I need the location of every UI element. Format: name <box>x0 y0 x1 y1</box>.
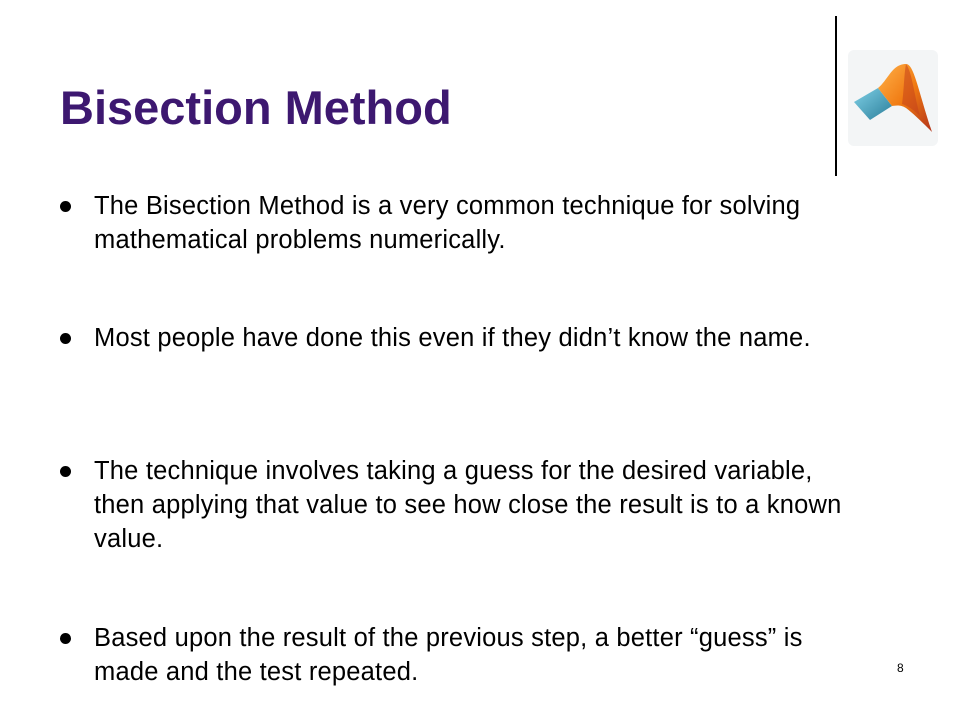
bullet-icon <box>60 201 71 212</box>
page-number: 8 <box>897 661 904 675</box>
bullet-text: Based upon the result of the previous step, a better “guess” is made and the test repeated. <box>94 624 803 686</box>
bullet-icon <box>60 466 71 477</box>
bullet-icon <box>60 333 71 344</box>
bullet-text: Most people have done this even if they didn’t know the name. <box>94 324 811 352</box>
slide-title: Bisection Method <box>60 81 452 134</box>
bullet-text: The technique involves taking a guess for the desired variable, then applying that value to see how close the result is to a known value. <box>94 457 842 553</box>
bullet-icon <box>60 633 71 644</box>
bullet-text: The Bisection Method is a very common technique for solving mathematical problems numerically. <box>94 192 801 254</box>
